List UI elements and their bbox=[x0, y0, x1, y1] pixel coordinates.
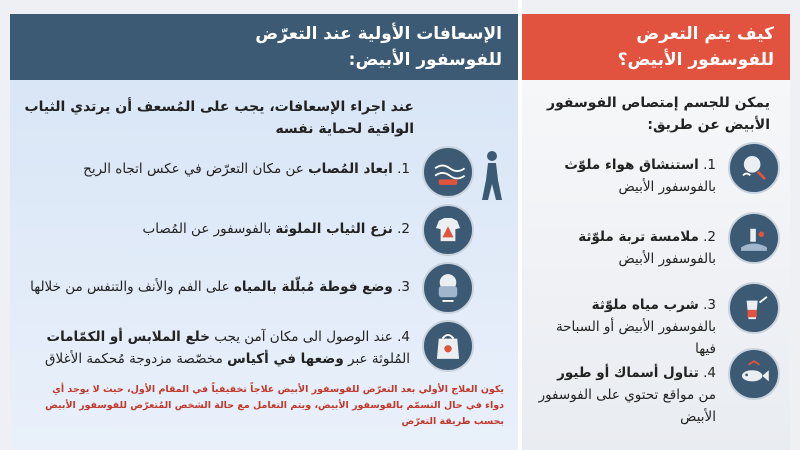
fish-bird-icon bbox=[728, 348, 780, 400]
person-walking-icon bbox=[478, 150, 504, 202]
exposure-intro: يمكن للجسم إمتصاص الفوسفور الأبيض عن طريق: bbox=[547, 95, 770, 133]
step-4-line1 bbox=[20, 326, 410, 348]
step-text: مخصّصة مزدوجة مُحكمة الأغلاق bbox=[45, 351, 223, 367]
wind-evacuation-icon bbox=[422, 146, 474, 198]
exposure-header-line2: للفوسفور الأبيض؟ bbox=[617, 50, 774, 70]
route-number: 4. bbox=[703, 365, 716, 381]
exposure-panel bbox=[522, 80, 790, 450]
step-bold: ابعاد المُصاب bbox=[308, 161, 393, 177]
soil-contact-icon bbox=[728, 212, 780, 264]
exposure-route-1 bbox=[536, 154, 716, 198]
exposure-route-3 bbox=[536, 294, 716, 360]
first-aid-step-2 bbox=[30, 218, 410, 240]
step-text: عند الوصول الى مكان آمن يجب bbox=[214, 329, 393, 345]
sealed-bag-icon bbox=[422, 320, 474, 372]
treatment-footnote: يكون العلاج الأولي بعد التعرّض للفوسفور الأبيض علاجاً تخفيفياً في المقام الأول، حيث لا يوجد أي دواء في حال التسمّم بالفوسفور الأبيض، ويتم التعامل مع حالة الشخص المُتعرّض للفوسفور الأبيض بحسب طريقة التعرّض bbox=[45, 384, 504, 427]
route-text: بالفوسفور الأبيض أو السباحة فيها bbox=[555, 319, 716, 357]
route-text: من مواقع تحتوي على الفوسفور الأبيض bbox=[538, 387, 716, 425]
step-bold: خلع الملابس أو الكمّامات bbox=[46, 329, 210, 345]
step-number: 2. bbox=[397, 221, 410, 237]
wet-cloth-mask-icon bbox=[422, 262, 474, 314]
exposure-route-2 bbox=[536, 226, 716, 270]
route-bold: شرب مياه ملوّثة bbox=[591, 297, 699, 313]
step-text: عن مكان التعرّض في عكس اتجاه الريح bbox=[83, 161, 304, 177]
route-bold: استنشاق هواء ملوّث bbox=[564, 157, 699, 173]
first-aid-step-1 bbox=[30, 158, 410, 180]
step-bold: وضع فوطة مُبلّلة بالمياه bbox=[233, 279, 393, 295]
inhalation-icon bbox=[728, 142, 780, 194]
route-number: 3. bbox=[703, 297, 716, 313]
first-aid-header-line2: للفوسفور الأبيض: bbox=[348, 50, 502, 70]
route-text: بالفوسفور الأبيض bbox=[618, 179, 716, 195]
first-aid-step-4 bbox=[20, 326, 410, 370]
drinking-water-icon bbox=[728, 282, 780, 334]
first-aid-panel bbox=[10, 80, 518, 450]
step-text: على الفم والأنف والتنفس من خلالها bbox=[30, 279, 230, 295]
step-bold: نزع الثياب الملوثة bbox=[275, 221, 393, 237]
route-number: 2. bbox=[703, 229, 716, 245]
exposure-header bbox=[522, 14, 790, 80]
exposure-route-4 bbox=[536, 362, 716, 428]
step-number: 3. bbox=[397, 279, 410, 295]
route-text: بالفوسفور الأبيض bbox=[618, 251, 716, 267]
route-bold: ملامسة تربة ملوّثة bbox=[578, 229, 699, 245]
exposure-header-line1: كيف يتم التعرض bbox=[636, 24, 774, 44]
step-number: 4. bbox=[397, 329, 410, 345]
route-number: 1. bbox=[703, 157, 716, 173]
step-number: 1. bbox=[397, 161, 410, 177]
step-text: بالفوسفور عن المُصاب bbox=[142, 221, 272, 237]
step-bold: وضعها في أكياس bbox=[227, 351, 344, 367]
first-aid-header-line1: الإسعافات الأولية عند التعرّض bbox=[255, 24, 502, 44]
contaminated-clothes-icon bbox=[422, 204, 474, 256]
first-aid-intro: عند اجراء الإسعافات، يجب على المُسعف أن يرتدي الثياب الواقية لحماية نفسه bbox=[24, 99, 414, 137]
route-bold: تناول أسماك أو طيور bbox=[557, 365, 699, 381]
step-text: المُلوثة عبر bbox=[348, 351, 410, 367]
first-aid-header bbox=[10, 14, 518, 80]
first-aid-step-3 bbox=[30, 276, 410, 298]
step-4-line2 bbox=[20, 348, 410, 370]
